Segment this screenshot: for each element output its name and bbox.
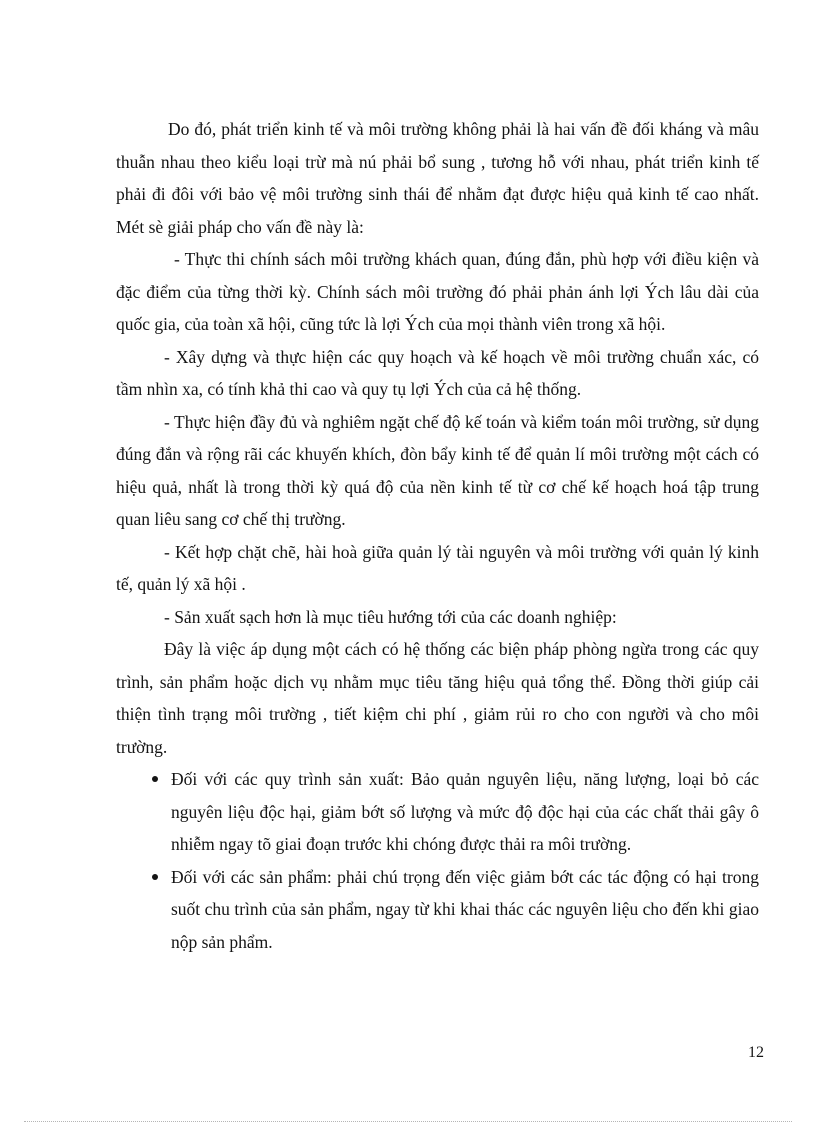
paragraph-planning: - Xây dựng và thực hiện các quy hoạch và kế hoạch về môi trường chuẩn xác, có tầm nhìn xa, có tính khả thi cao và quy tụ lợi Ých của cả hệ thống. [116,346,759,399]
paragraph-cleaner-production: - Sản xuất sạch hơn là mục tiêu hướng tới của các doanh nghiệp: [164,606,617,627]
bullet-dot-icon [152,776,158,782]
bullet-dot-icon [152,874,158,880]
paragraph-policy: - Thực thi chính sách môi trường khách quan, đúng đắn, phù hợp với điều kiện và đặc điểm của từng thời kỳ. Chính sách môi trường đó phải phản ánh lợi Ých lâu dài của quốc gia, của toàn xã hội, cũng tức là lợi Ých của mọi thành viên trong xã hội. [116,249,759,334]
bullet-list [116,763,759,958]
list-item-text: Đối với các quy trình sản xuất: Bảo quản nguyên liệu, năng lượng, loại bỏ các nguyên liệu độc hại, giảm bớt số lượng và mức độ độc hại của các chất thải gây ô nhiễm ngay tõ giai đoạn trước khi chóng được thải ra môi trường. [171,769,759,854]
list-item [116,763,759,861]
paragraph-integration: - Kết hợp chặt chẽ, hài hoà giữa quản lý tài nguyên và môi trường với quản lý kinh tế, quản lý xã hội . [116,541,759,594]
paragraph-definition: Đây là việc áp dụng một cách có hệ thống các biện pháp phòng ngừa trong các quy trình, sản phẩm hoặc dịch vụ nhằm mục tiêu tăng hiệu quả tổng thể. Đồng thời giúp cải thiện tình trạng môi trường , tiết kiệm chi phí , giảm rủi ro cho con người và cho môi trường. [116,639,759,757]
list-item [116,861,759,959]
paragraph-intro: Do đó, phát triển kinh tế và môi trường không phải là hai vấn đề đối kháng và mâu thuẫn nhau theo kiểu loại trừ mà nú phải bổ sung , tương hỗ với nhau, phát triển kinh tế phải đi đôi với bảo vệ môi trường sinh thái để nhằm đạt được hiệu quả kinh tế cao nhất. Mét sè giải pháp cho vấn đề này là: [116,119,759,237]
page-number: 12 [748,1044,764,1061]
list-item-text: Đối với các sản phẩm: phải chú trọng đến việc giảm bớt các tác động có hại trong suốt chu trình của sản phẩm, ngay từ khi khai thác các nguyên liệu cho đến khi giao nộp sản phẩm. [171,866,759,952]
body-text [116,113,759,958]
paragraph-accounting: - Thực hiện đầy đủ và nghiêm ngặt chế độ kế toán và kiểm toán môi trường, sử dụng đúng đắn và rộng rãi các khuyến khích, đòn bẩy kinh tế để quản lí môi trường một cách có hiệu quả, nhất là trong thời kỳ quá độ của nền kinh tế từ cơ chế kế hoạch hoá tập trung quan liêu sang cơ chế thị trường. [116,411,759,529]
page-bottom-divider [24,1121,792,1122]
